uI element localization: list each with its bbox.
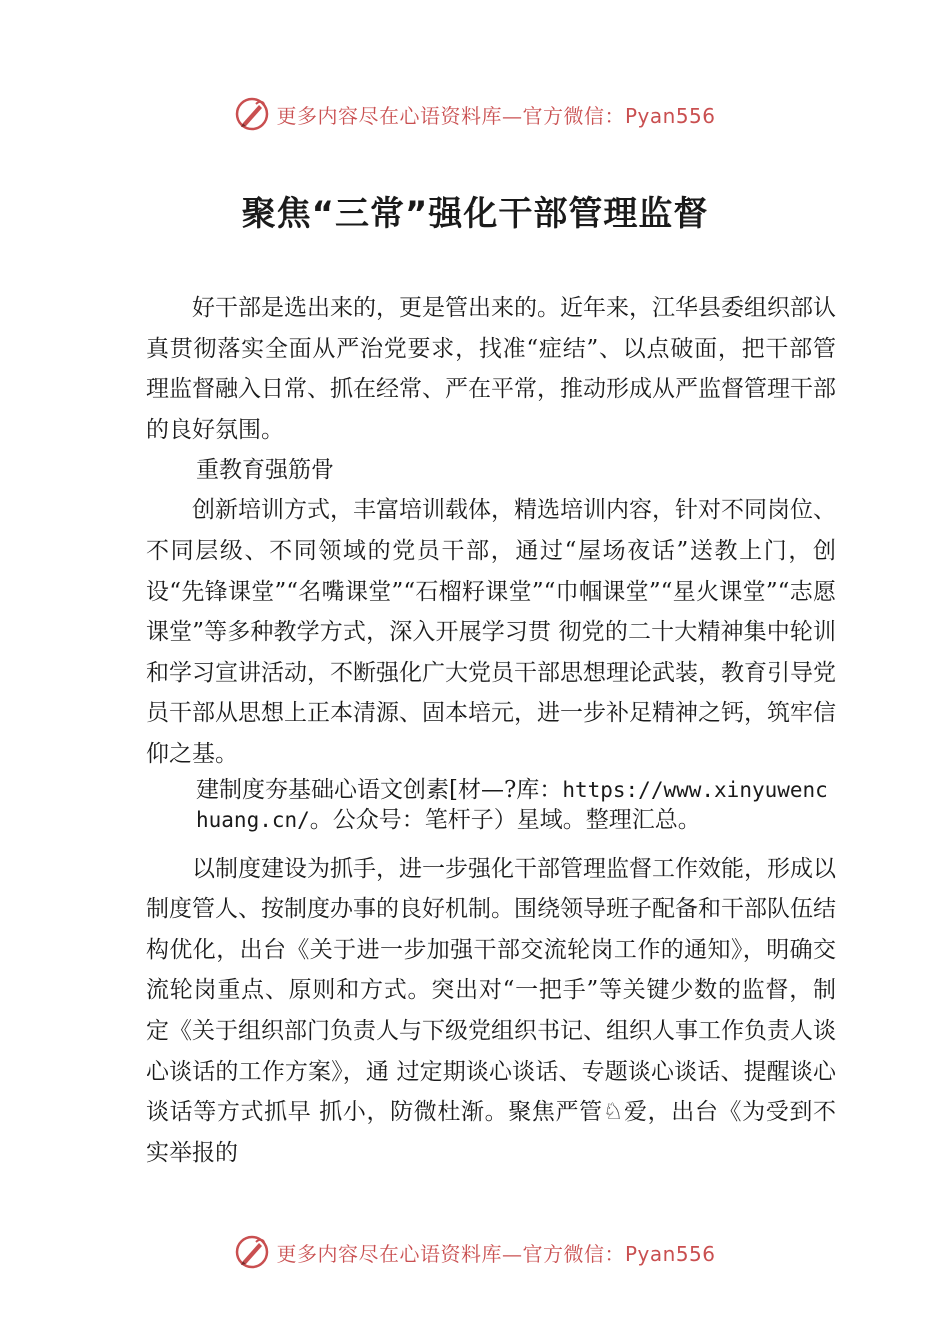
pen-logo-icon	[234, 96, 270, 132]
footer-banner	[0, 1230, 950, 1274]
section-body-education: 创新培训方式，丰富培训载体，精选培训内容，针对不同岗位、不同层级、不同领域的党员干部，通过“屋场夜话”送教上门，创设“先锋课堂”“名嘴课堂”“石榴籽课堂”“巾帼课堂”“星火课堂”“志愿课堂”等多种教学方式，深入开展学习贯 彻党的二十大精神集中轮训和学习宣讲活动，不断强化广大党员干部思想理论武装，教育引导党员干部从思想上正本清源、固本培元，进一步补足精神之钙，筑牢信仰之基。	[146, 497, 836, 767]
source-url: https://www.xinyuwenchuang.cn/	[196, 777, 828, 832]
section-heading-system: 建制度夯基础心语文创素[材—?库：https://www.xinyuwenchuang.cn/。公众号：笔杆子）星域。整理汇总。	[196, 776, 828, 833]
intro-paragraph: 好干部是选出来的，更是管出来的。近年来，江华县委组织部认真贯彻落实全面从严治党要求，找准“症结”、以点破面，把干部管理监督融入日常、抓在经常、严在平常，推动形成从严监督管理干部的良好氛围。	[146, 295, 836, 443]
wechat-id: Pyan556	[624, 1241, 716, 1266]
document-title: 聚焦“三常”强化干部管理监督	[241, 194, 709, 234]
document-body	[146, 288, 836, 1173]
banner-text: 更多内容尽在心语资料库—官方微信：Pyan556	[276, 103, 716, 128]
pen-logo-icon	[234, 1234, 270, 1270]
section-heading-education: 重教育强筋骨	[196, 457, 334, 484]
banner-text: 更多内容尽在心语资料库—官方微信：Pyan556	[276, 1241, 716, 1266]
header-banner	[0, 92, 950, 136]
wechat-id: Pyan556	[624, 103, 716, 128]
section-body-system: 以制度建设为抓手，进一步强化干部管理监督工作效能，形成以制度管人、按制度办事的良好机制。围绕领导班子配备和干部队伍结构优化，出台《关于进一步加强干部交流轮岗工作的通知》，明确交流轮岗重点、原则和方式。突出对“一把手”等关键少数的监督，制定《关于组织部门负责人与下级党组织书记、组织人事工作负责人谈心谈话的工作方案》，通 过定期谈心谈话、专题谈心谈话、提醒谈心谈话等方式抓早 抓小，防微杜渐。聚焦严管♘爱，出台《为受到不实举报的	[146, 855, 836, 1166]
